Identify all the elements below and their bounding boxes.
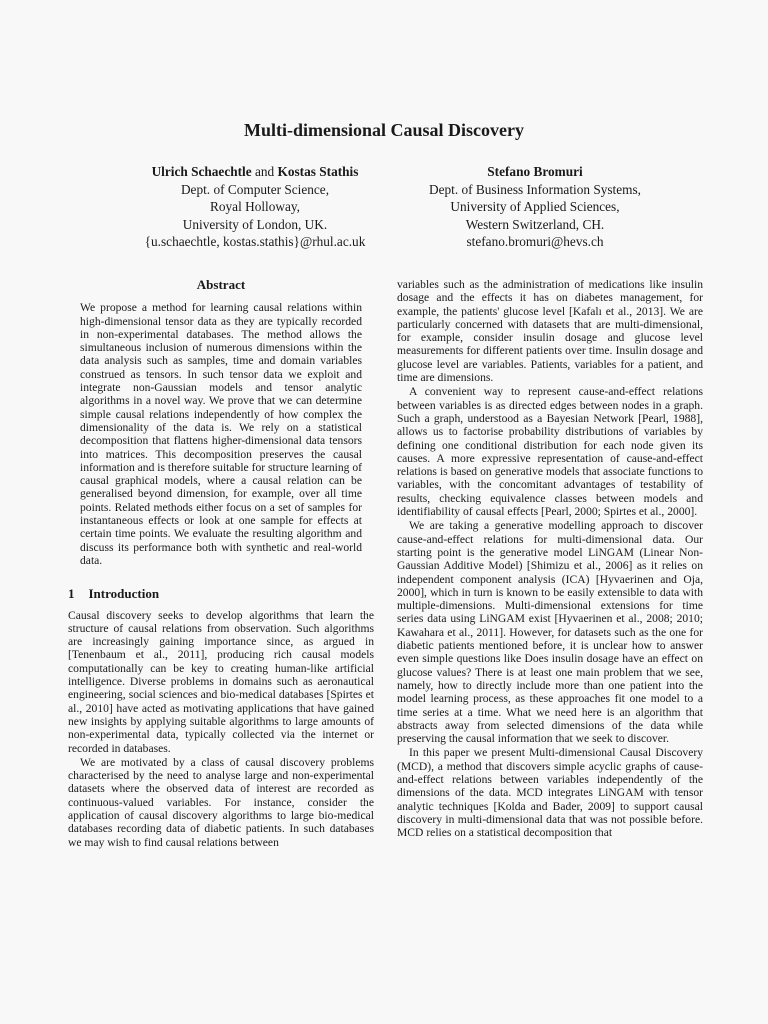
author-name: Stefano Bromuri	[487, 164, 583, 179]
author-block-right	[380, 163, 690, 251]
paragraph: In this paper we present Multi-dimensional Causal Discovery (MCD), a method that discovers simple acyclic graphs of cause-and-effect relations between variables independently of the dimensions of the data. MCD integrates LiNGAM with tensor analytic techniques [Kolda and Bader, 2009] to support causal discovery in multi-dimensional data that was not possible before. MCD relies on a statistical decomposition that	[397, 746, 703, 840]
author-email: {u.schaechtle, kostas.stathis}@rhul.ac.uk	[144, 234, 366, 250]
affiliation-line: Royal Holloway,	[210, 199, 300, 215]
abstract-body: We propose a method for learning causal relations within high-dimensional tensor data as they are typically recorded in non-experimental databases. The method allows the simultaneous inclusion of numerous dimensions within the data analysis such as samples, time and domain variables construed as tensors. In such tensor data we exploit and integrate non-Gaussian models and tensor analytic algorithms in a novel way. We prove that we can determine simple causal relations independently of how complex the dimensionality of the data is. We rely on a statistical decomposition that flattens higher-dimensional data tensors into matrices. This decomposition preserves the causal information and is therefore suitable for structure learning of causal graphical models, where a causal relation can be generalised beyond dimension, for example, over all time points. Related methods either focus on a set of samples for instantaneous effects or look at one sample for effects at certain time points. We evaluate the resulting algorithm and discuss its performance both with synthetic and real-world data.	[80, 301, 363, 567]
paragraph: A convenient way to represent cause-and-effect relations between variables is as directed edges between nodes in a graph. Such a graph, understood as a Bayesian Network [Pearl, 1988], allows us to factorise probability distributions of variables by defining one conditional distribution for each node given its causes. A more expressive representation of cause-and-effect relations is based on generative models that associate functions to variables, with the concomitant advantages of testability of results, checking equivalence classes between models and identifiability of causal effects [Pearl, 2000; Spirtes et al., 2000].	[397, 385, 703, 519]
paragraph: Causal discovery seeks to develop algorithms that learn the structure of causal relations from observation. Such algorithms are increasingly gaining importance since, as argued in [Tenenbaum et al., 2011], producing rich causal models computationally can be key to creating human-like artificial intelligence. Diverse problems in domains such as aeronautical engineering, social sciences and bio-medical databases [Spirtes et al., 2010] have acted as motivating applications that have gained new insights by applying suitable algorithms to large amounts of non-experimental data, typically collected via the internet or recorded in databases.	[68, 608, 374, 755]
affiliation-line: Western Switzerland, CH.	[465, 216, 605, 232]
abstract-heading: Abstract	[196, 277, 246, 292]
affiliation-line: Dept. of Business Information Systems,	[429, 181, 641, 197]
paragraph: We are taking a generative modelling approach to discover cause-and-effect relations for multi-dimensional data. Our starting point is the generative model LiNGAM (Linear Non-Gaussian Additive Model) [Shimizu et al., 2006] as it relies on independent component analysis (ICA) [Hyvaerinen and Oja, 2000], which in turn is known to be easily extensible to data with multiple-dimensions. Multi-dimensional extensions for time series data using LiNGAM exist [Hyvaerinen et al., 2008; 2010; Kawahara et al., 2011]. However, for datasets such as the one for diabetic patients mentioned before, it is unclear how to answer even simple questions like Does insulin dosage have an effect on glucose values? There is at least one main problem that we see, namely, how to directly include more than one patient into the model learning process, as these approaches fit one model to a time series at a time. What we need here is an algorithm that abstracts away from selected dimensions of the data while preserving the causal information that we seek to discover.	[397, 519, 703, 746]
author-name: Kostas Stathis	[277, 164, 359, 179]
affiliation-line: University of Applied Sciences,	[450, 199, 620, 215]
right-column	[397, 278, 703, 840]
affiliation-line: University of London, UK.	[182, 216, 328, 232]
affiliation-line: Dept. of Computer Science,	[180, 181, 330, 197]
section-heading	[68, 587, 374, 600]
left-column	[68, 278, 374, 849]
section-number: 1	[68, 586, 75, 602]
author-block-left	[90, 163, 420, 251]
author-names-left	[90, 163, 420, 181]
paper-title: Multi-dimensional Causal Discovery	[243, 120, 524, 140]
paragraph: We are motivated by a class of causal discovery problems characterised by the need to analyse large and non-experimental datasets where the observed data of interest are recorded as continuous-valued variables. For instance, consider the application of causal discovery algorithms to large bio-medical databases recording data of diabetic patients. In such databases we may wish to find causal relations between	[68, 755, 374, 849]
section-title: Introduction	[88, 586, 160, 602]
author-conjunction: and	[254, 164, 275, 179]
paragraph: variables such as the administration of medications like insulin dosage and the effects it has on diabetes management, for example, the patients' glucose level [Kafalı et al., 2013]. We are particularly concerned with datasets that are multi-dimensional, for example, consider insulin dosage and glucose level measurements for different patients over time. Insulin dosage and glucose level are variables. Patients, variables for a patient, and time are dimensions.	[397, 278, 703, 385]
author-name: Ulrich Schaechtle	[151, 164, 252, 179]
author-email: stefano.bromuri@hevs.ch	[466, 234, 604, 250]
